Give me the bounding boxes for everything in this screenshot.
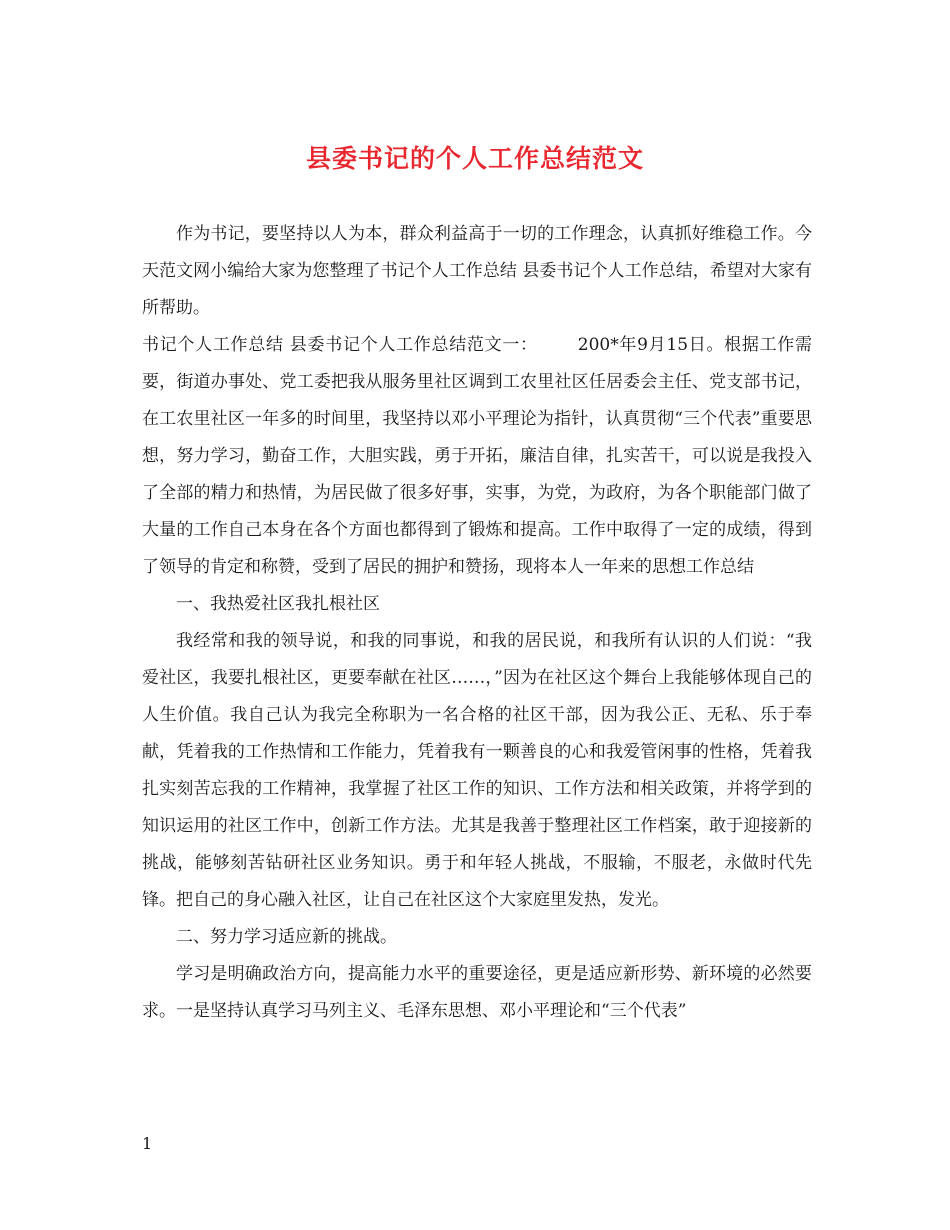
paragraph-intro: 作为书记，要坚持以人为本，群众利益高于一切的工作理念，认真抓好维稳工作。今天范文网小编给大家为您整理了书记个人工作总结 县委书记个人工作总结，希望对大家有所帮助。	[142, 224, 812, 318]
paragraph-date-intro: 200*年9月15日。根据工作需要，街道办事处、党工委把我从服务里社区调到工农里社区任居委会主任、党支部书记，在工农里社区一年多的时间里，我坚持以邓小平理论为指针，认真贯彻“三个代表”重要思想，努力学习，勤奋工作，大胆实践，勇于开拓，廉洁自律，扎实苦干，可以说是我投入了全部的精力和热情，为居民做了很多好事，实事，为党，为政府，为各个职能部门做了大量的工作自己本身在各个方面也都得到了锻炼和提高。工作中取得了一定的成绩，得到了领导的肯定和称赞，受到了居民的拥护和赞扬，现将本人一年来的思想工作总结	[142, 335, 812, 577]
section-heading-text: 书记个人工作总结 县委书记个人工作总结范文一：	[142, 335, 538, 355]
page-number: 1	[142, 1134, 153, 1153]
subheading-two: 二、努力学习适应新的挑战。	[176, 927, 397, 947]
document-title: 县委书记的个人工作总结范文	[305, 144, 644, 173]
paragraph-section-heading	[142, 327, 812, 586]
subheading-one: 一、我热爱社区我扎根社区	[176, 594, 380, 614]
paragraph-study: 学习是明确政治方向，提高能力水平的重要途径，更是适应新形势、新环境的必然要求。一是坚持认真学习马列主义、毛泽东思想、邓小平理论和“三个代表”	[142, 964, 812, 1021]
document-body	[142, 216, 812, 1030]
paragraph-community: 我经常和我的领导说，和我的同事说，和我的居民说，和我所有认识的人们说：“我爱社区，我要扎根社区，更要奉献在社区……，”因为在社区这个舞台上我能够体现自己的人生价值。我自己认为我完全称职为一名合格的社区干部，因为我公正、无私、乐于奉献，凭着我的工作热情和工作能力，凭着我有一颗善良的心和我爱管闲事的性格，凭着我扎实刻苦忘我的工作精神，我掌握了社区工作的知识、工作方法和相关政策，并将学到的知识运用的社区工作中，创新工作方法。尤其是我善于整理社区工作档案，敢于迎接新的挑战，能够刻苦钻研社区业务知识。勇于和年轻人挑战，不服输，不服老，永做时代先锋。把自己的身心融入社区，让自己在社区这个大家庭里发热，发光。	[142, 631, 812, 910]
